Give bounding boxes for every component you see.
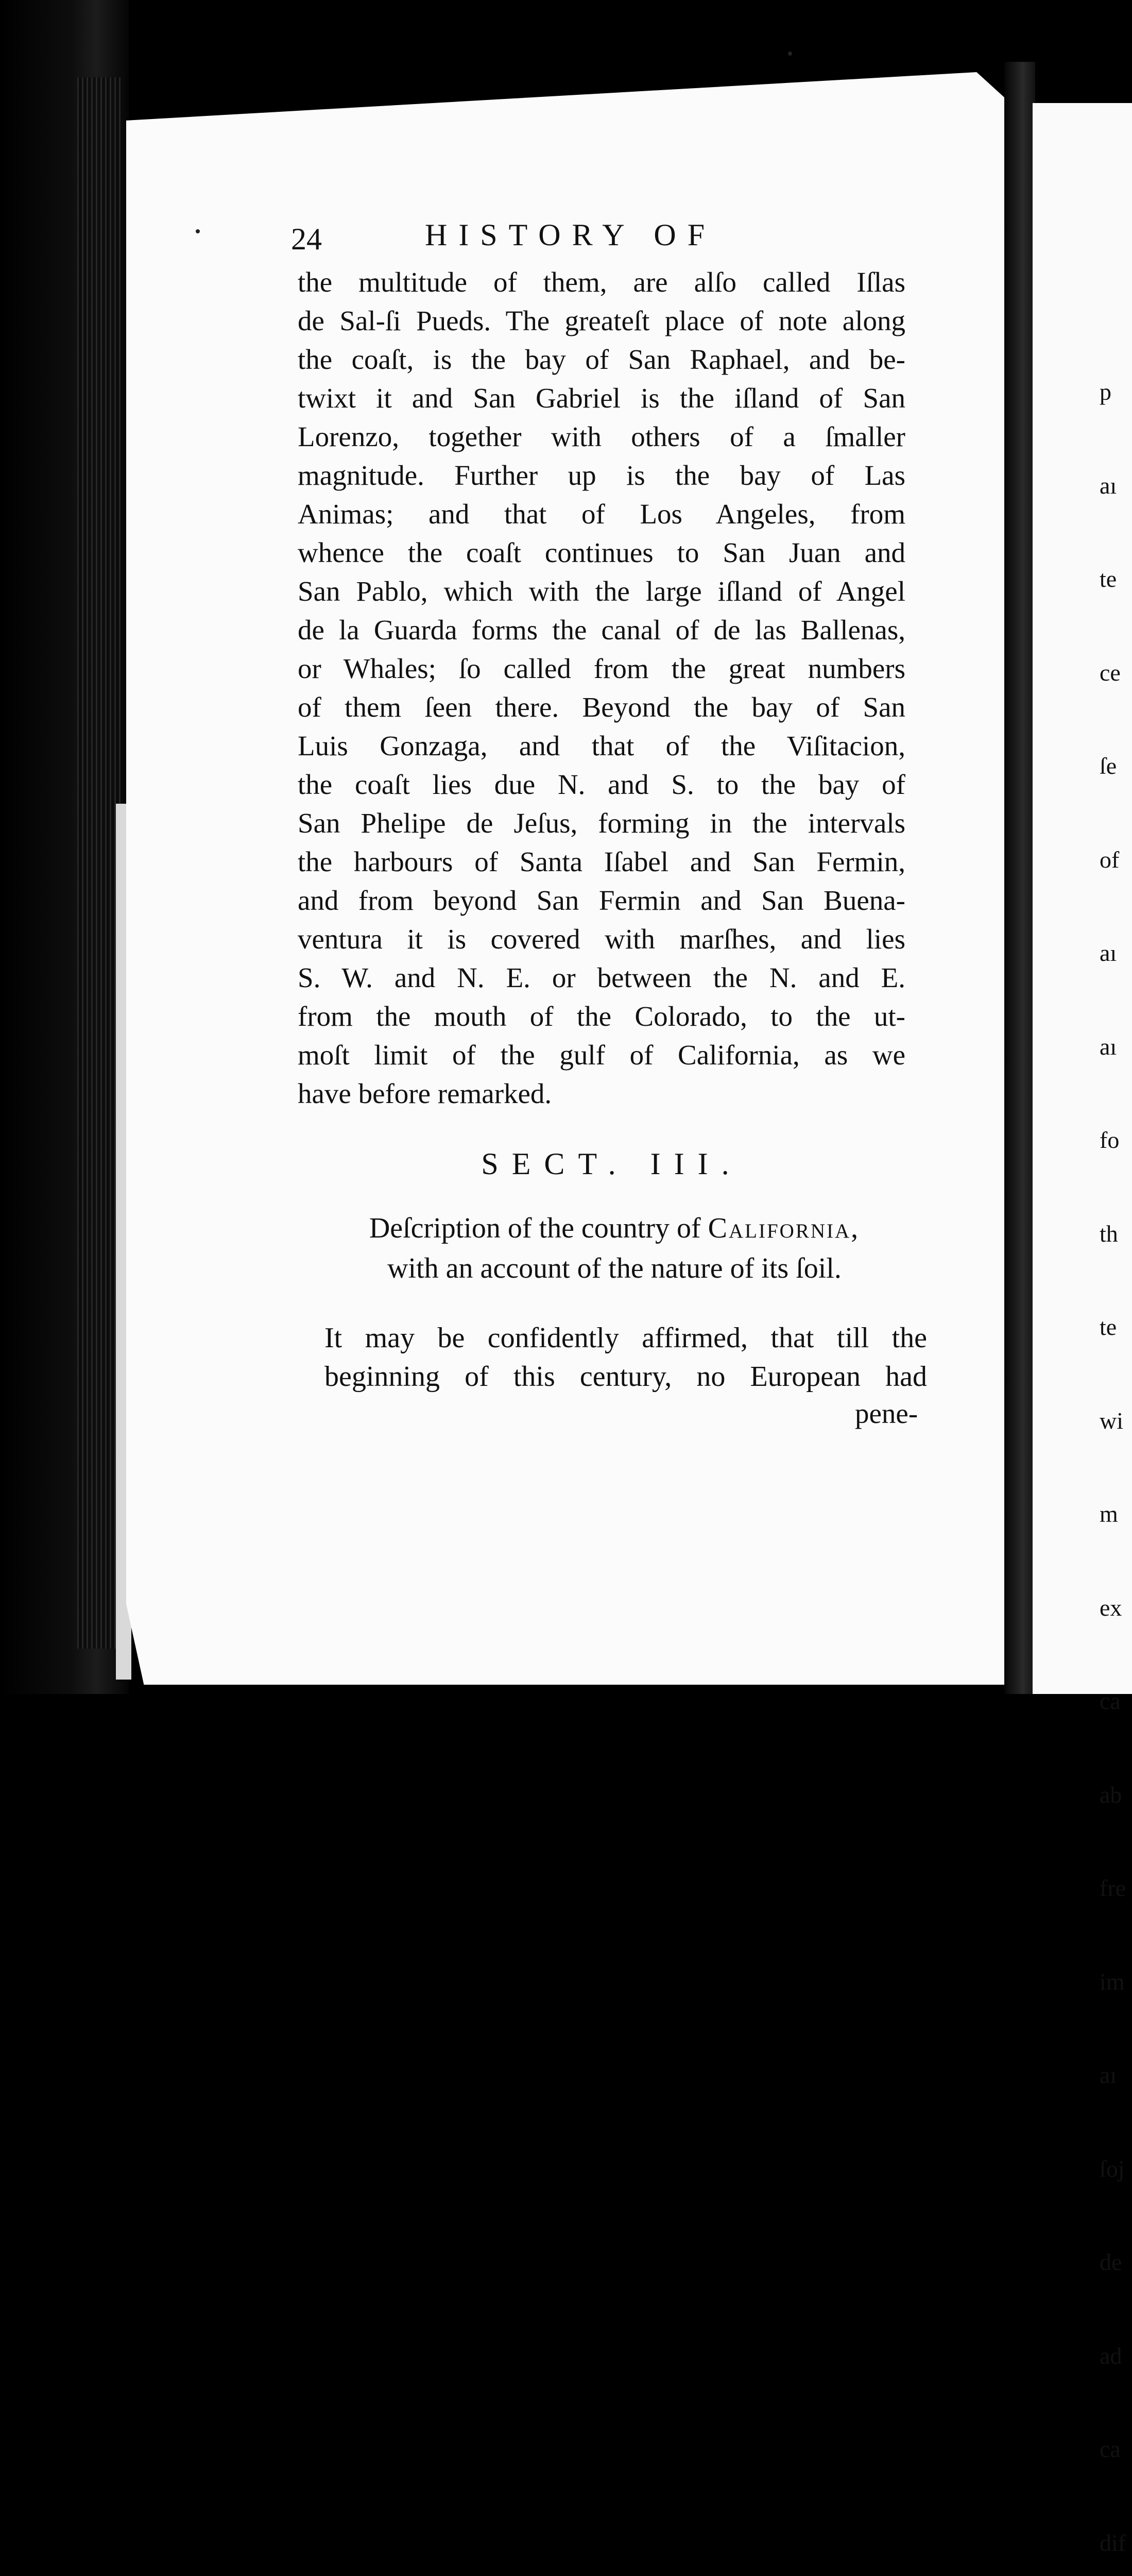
body-paragraph — [298, 263, 905, 1113]
facing-line: wi — [1100, 1407, 1123, 1434]
facing-line: th — [1100, 1220, 1118, 1247]
facing-line: ab — [1100, 1781, 1122, 1808]
facing-line: ce — [1100, 659, 1121, 686]
facing-line: dif — [1100, 2529, 1126, 2556]
right-gutter — [1004, 62, 1035, 1694]
subtitle-line: with an account of the nature of its ſoil. — [387, 1252, 842, 1284]
facing-line: ca — [1100, 1688, 1121, 1714]
text-line: from the mouth of the Colorado, to the ut- — [298, 1001, 905, 1032]
facing-line: te — [1100, 1314, 1117, 1340]
text-line: Lorenzo, together with others of a ſmaller — [298, 421, 905, 452]
facing-line: aı — [1100, 472, 1117, 499]
text-line: It may be confidently affirmed, that till the — [324, 1322, 927, 1354]
facing-line: fo — [1100, 1127, 1120, 1153]
text-line: the multitude of them, are alſo called Iſlas — [298, 266, 905, 298]
facing-line: fre — [1100, 1875, 1126, 1901]
subtitle-text: Deſcription of the country of — [369, 1212, 708, 1244]
catchword: pene- — [855, 1398, 918, 1429]
facing-line: te — [1100, 566, 1117, 592]
text-line: Animas; and that of Los Angeles, from — [298, 498, 905, 530]
text-line: twixt it and San Gabriel is the iſland of San — [298, 382, 905, 414]
subtitle-line — [298, 1208, 931, 1248]
facing-line: aı — [1100, 2062, 1117, 2088]
facing-line: de — [1100, 2249, 1122, 2275]
text-line: have before remarked. — [298, 1078, 552, 1109]
facing-page — [1033, 103, 1132, 2556]
section-subtitle — [298, 1208, 931, 1289]
facing-line: p — [1100, 379, 1111, 405]
second-paragraph — [324, 1319, 927, 1396]
facing-page-text — [1100, 314, 1130, 2576]
facing-line: m — [1100, 1501, 1118, 1527]
text-line: de la Guarda forms the canal of de las Ballenas, — [298, 614, 905, 646]
text-line: and from beyond San Fermin and San Buena- — [298, 885, 905, 916]
facing-line: aı — [1100, 1033, 1117, 1060]
text-line: beginning of this century, no European had — [324, 1361, 927, 1393]
text-line: de Sal-ſi Pueds. The greateſt place of note along — [298, 305, 905, 336]
text-line: whence the coaſt continues to San Juan and — [298, 537, 905, 568]
subtitle-caps: California, — [708, 1212, 860, 1244]
facing-line: ſe — [1100, 753, 1117, 779]
text-line: the coaſt, is the bay of San Raphael, and be- — [298, 344, 905, 375]
text-line: moſt limit of the gulf of California, as we — [298, 1039, 905, 1071]
text-line: ventura it is covered with marſhes, and lies — [298, 923, 905, 955]
text-line: San Phelipe de Jeſus, forming in the intervals — [298, 807, 905, 839]
ink-speck — [196, 229, 200, 233]
ink-speck — [788, 52, 792, 56]
page-number: 24 — [291, 222, 322, 256]
facing-line: aı — [1100, 940, 1117, 966]
text-line: magnitude. Further up is the bay of Las — [298, 460, 905, 491]
page-header — [291, 218, 930, 268]
facing-line: ex — [1100, 1594, 1122, 1621]
text-line: Luis Gonzaga, and that of the Viſitacion, — [298, 730, 905, 761]
text-line: the coaſt lies due N. and S. to the bay of — [298, 769, 905, 800]
text-line: S. W. and N. E. or between the N. and E. — [298, 962, 905, 993]
facing-line: ad — [1100, 2342, 1122, 2369]
text-line: or Whales; ſo called from the great numbers — [298, 653, 905, 684]
facing-line: im — [1100, 1968, 1125, 1995]
section-heading: SECT. III. — [481, 1147, 743, 1181]
running-title: HISTORY OF — [425, 218, 716, 252]
facing-line: ca — [1100, 2436, 1121, 2462]
text-line: the harbours of Santa Iſabel and San Fermin, — [298, 846, 905, 877]
facing-line: of — [1100, 846, 1120, 873]
facing-line: ſoj — [1100, 2155, 1125, 2182]
text-line: San Pablo, which with the large iſland of Angel — [298, 575, 905, 607]
text-line: of them ſeen there. Beyond the bay of San — [298, 691, 905, 723]
